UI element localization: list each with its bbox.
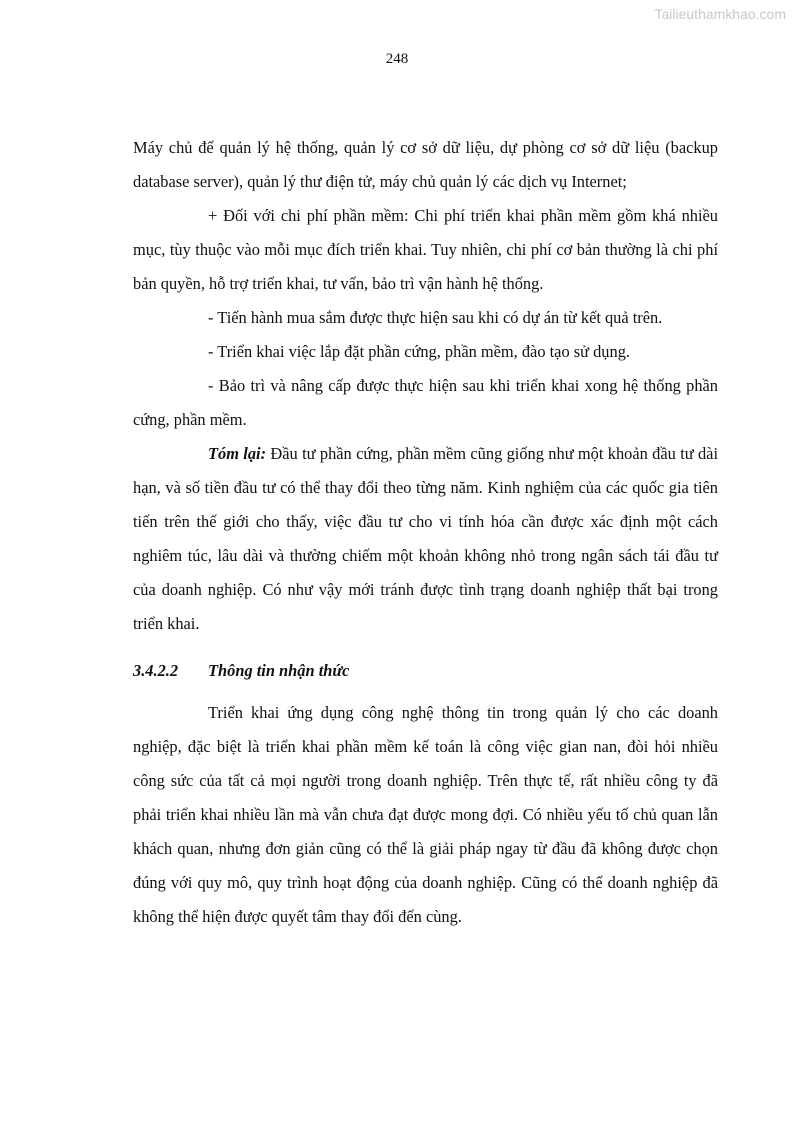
paragraph-7: Triển khai ứng dụng công nghệ thông tin trong quản lý cho các doanh nghiệp, đặc biệt là triển khai phần mềm kế toán là công việc gian nan, đòi hỏi nhiều công sức của tất cả mọi người trong doanh nghiệp. Trên thực tế, rất nhiều công ty đã phải triển khai nhiều lần mà vẫn chưa đạt được mong đợi. Có nhiều yếu tố chủ quan lẫn khách quan, nhưng đơn giản cũng có thể là giải pháp ngay từ đầu đã không được chọn đúng với quy mô, quy trình hoạt động của doanh nghiệp. Cũng có thể doanh nghiệp đã không thể hiện được quyết tâm thay đổi đến cùng.: [133, 703, 718, 926]
summary-lead: Tóm lại:: [208, 444, 267, 463]
paragraph-1: Máy chủ để quản lý hệ thống, quản lý cơ sở dữ liệu, dự phòng cơ sở dữ liệu (backup database server), quản lý thư điện tử, máy chủ quản lý các dịch vụ Internet;: [133, 138, 718, 191]
paragraph-2: + Đối với chi phí phần mềm: Chi phí triển khai phần mềm gồm khá nhiều mục, tùy thuộc vào mỗi mục đích triển khai. Tuy nhiên, chi phí cơ bản thường là chi phí bản quyền, hỗ trợ triển khai, tư vấn, bảo trì vận hành hệ thống.: [133, 206, 718, 293]
paragraph-summary: [133, 437, 718, 641]
watermark: Tailieuthamkhao.com: [654, 6, 786, 22]
section-title: Thông tin nhận thức: [208, 661, 350, 680]
section-number: 3.4.2.2: [133, 661, 179, 680]
paragraph-5: - Bảo trì và nâng cấp được thực hiện sau khi triển khai xong hệ thống phần cứng, phần mềm.: [133, 376, 718, 429]
summary-text: Đầu tư phần cứng, phần mềm cũng giống như một khoản đầu tư dài hạn, và số tiền đầu tư có thể thay đổi theo từng năm. Kinh nghiệm của các quốc gia tiên tiến trên thế giới cho thấy, việc đầu tư cho vi tính hóa cần được xác định một cách nghiêm túc, lâu dài và thường chiếm một khoản không nhỏ trong ngân sách tái đầu tư của doanh nghiệp. Có như vậy mới tránh được tình trạng doanh nghiệp thất bại trong triển khai.: [133, 444, 718, 633]
body-text: [133, 131, 718, 934]
page-number: 248: [385, 51, 409, 67]
paragraph-4: - Triển khai việc lắp đặt phần cứng, phần mềm, đào tạo sử dụng.: [208, 342, 630, 361]
paragraph-3: - Tiến hành mua sắm được thực hiện sau khi có dự án từ kết quả trên.: [208, 308, 663, 327]
section-heading: [133, 654, 718, 688]
